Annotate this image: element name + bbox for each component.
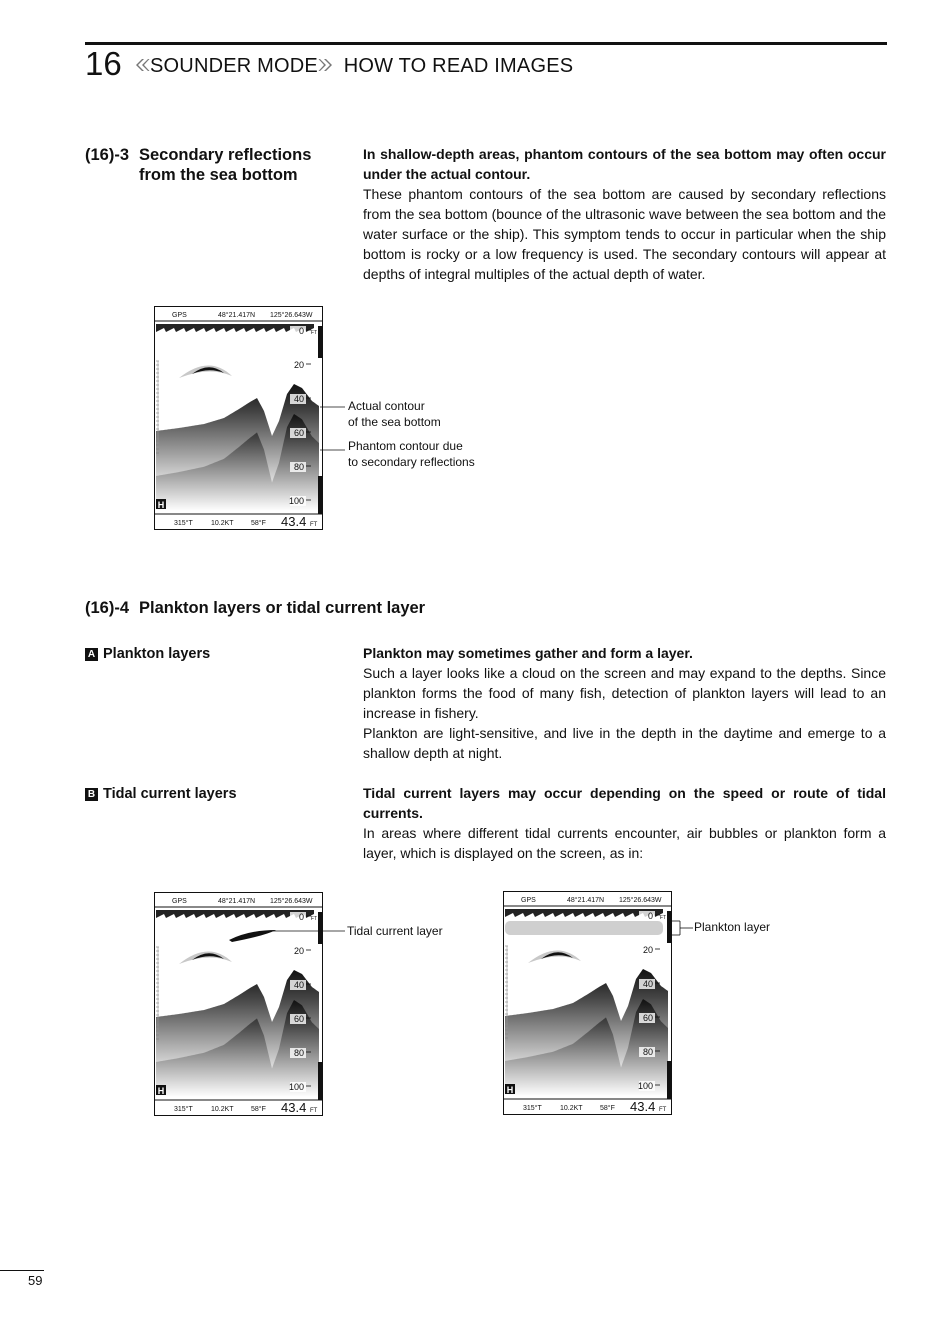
lead-text: In shallow-depth areas, phantom contours of the sea bottom may often occur under the actual contour.: [363, 146, 886, 182]
callout-tidal-layer: Tidal current layer: [347, 924, 443, 938]
depth-value: 43.4: [630, 1099, 656, 1114]
depth-value: 43.4: [281, 1100, 307, 1115]
mode-badge-text: H: [157, 500, 165, 510]
depth-scale-label: 20: [293, 360, 304, 370]
callout-leaders-1: [320, 395, 350, 465]
subheading-text: Tidal current layers: [103, 786, 237, 802]
depth-range-bar: [318, 476, 322, 514]
lead-text: Plankton may sometimes gather and form a layer.: [363, 645, 693, 661]
paragraph: These phantom contours of the sea bottom are caused by secondary reflections from the sea bottom (bounce of the ultrasonic wave between the sea bottom and the water surface or the ship). This symptom tends to occur in particular when the ship bottom is rocky or a low frequency is used. The secondary contours will appear at depths of integral multiples of the actual depth of water.: [363, 186, 886, 282]
speed-value: 10.2KT: [560, 1105, 583, 1112]
page-number: 59: [28, 1273, 43, 1288]
callout-line: to secondary reflections: [348, 454, 475, 469]
depth-scale-label: 100: [288, 1082, 304, 1092]
depth-unit-top: FT: [310, 330, 317, 336]
depth-range-bar: [318, 1062, 322, 1100]
mode-badge-text: H: [506, 1085, 514, 1095]
section-number-16-3: (16)-3: [85, 146, 130, 164]
depth-scale-label: 20: [642, 945, 653, 955]
paragraph: In areas where different tidal currents encounter, air bubbles or plankton form a layer, which is displayed on the screen, as in:: [363, 825, 886, 861]
heading-line: from the sea bottom: [139, 166, 298, 184]
depth-scale-label: 20: [293, 946, 304, 956]
section-body-16-3: [363, 144, 886, 284]
mode-badge-text: H: [157, 1086, 165, 1096]
gps-longitude: 125°26.643W: [619, 897, 662, 904]
temperature-value: 58°F: [251, 1106, 266, 1113]
gps-latitude: 48°21.417N: [567, 897, 605, 904]
plankton-band: [505, 921, 663, 935]
depth-unit: FT: [659, 1107, 667, 1113]
depth-scale-label: 60: [293, 1014, 304, 1024]
depth-scale-label: 80: [642, 1047, 653, 1057]
depth-unit-top: FT: [310, 916, 317, 922]
speed-value: 10.2KT: [211, 1106, 234, 1113]
label-a-badge: A: [85, 648, 98, 661]
callout-phantom-contour: [348, 439, 475, 470]
gps-longitude: 125°26.643W: [270, 898, 313, 905]
callout-actual-contour: [348, 399, 441, 430]
depth-unit: FT: [310, 522, 318, 528]
plankton-body: [363, 643, 886, 763]
depth-scale-label: 100: [288, 496, 304, 506]
depth-scale-label: 0: [298, 912, 304, 922]
depth-scale-label: 80: [293, 1048, 304, 1058]
callout-line: Actual contour: [348, 399, 425, 413]
depth-unit: FT: [310, 1108, 318, 1114]
section-title: HOW TO READ IMAGES: [343, 55, 574, 77]
paragraph: Such a layer looks like a cloud on the screen and may expand to the depths. Since plankton forms the food of many fish, detection of plankton layers will lead to an increase in fishery.: [363, 665, 886, 721]
label-b-badge: B: [85, 788, 98, 801]
depth-scale-label: 60: [293, 428, 304, 438]
heading-value: 315°T: [174, 520, 193, 527]
section-heading-16-4: Plankton layers or tidal current layer: [139, 599, 426, 617]
subheading-text: Plankton layers: [103, 646, 211, 662]
heading-value: 315°T: [174, 1106, 193, 1113]
depth-scale-label: 0: [647, 911, 653, 921]
heading-value: 315°T: [523, 1105, 542, 1112]
depth-value: 43.4: [281, 514, 307, 529]
header-rule: [85, 42, 887, 45]
double-chevron-left-icon: [134, 57, 150, 73]
callout-leader-plankton: [670, 918, 696, 938]
paragraph: Plankton are light-sensitive, and live in the depth in the daytime and emerge to a shallow depth at night.: [363, 725, 886, 761]
temperature-value: 58°F: [600, 1105, 615, 1112]
subheading-plankton: [85, 644, 210, 664]
sounder-screen-figure-1: [154, 306, 324, 536]
depth-scale-label: 100: [637, 1081, 653, 1091]
callout-line: of the sea bottom: [348, 414, 441, 429]
speed-value: 10.2KT: [211, 520, 234, 527]
section-number-16-4: (16)-4: [85, 599, 130, 617]
callout-leader-tidal: [270, 925, 350, 937]
gps-label: GPS: [172, 898, 187, 905]
sounder-screen: [154, 306, 324, 531]
gps-label: GPS: [172, 312, 187, 319]
depth-scale-label: 60: [642, 1013, 653, 1023]
footer-rule: [0, 1270, 44, 1271]
lead-text: Tidal current layers may occur depending on the speed or route of tidal currents.: [363, 785, 886, 821]
section-heading-16-3: [139, 145, 311, 185]
sounder-screen: [503, 891, 673, 1116]
depth-scale-label: 80: [293, 462, 304, 472]
depth-scale-label: 0: [298, 326, 304, 336]
depth-scale-label: 40: [293, 394, 304, 404]
gps-latitude: 48°21.417N: [218, 312, 256, 319]
gps-latitude: 48°21.417N: [218, 898, 256, 905]
depth-range-bar: [318, 326, 322, 358]
callout-plankton-layer: Plankton layer: [694, 920, 771, 934]
heading-line: Secondary reflections: [139, 146, 312, 164]
gps-longitude: 125°26.643W: [270, 312, 313, 319]
sounder-screen-figure-3: [503, 891, 673, 1121]
chapter-title: SOUNDER MODE: [150, 55, 318, 77]
tidal-body: [363, 783, 886, 863]
depth-scale-label: 40: [293, 980, 304, 990]
depth-unit-top: FT: [659, 915, 666, 921]
gps-label: GPS: [521, 897, 536, 904]
depth-range-bar: [667, 1061, 671, 1099]
double-chevron-right-icon: [318, 57, 334, 73]
callout-line: Phantom contour due: [348, 439, 463, 453]
chapter-number: 16: [85, 45, 122, 82]
temperature-value: 58°F: [251, 520, 266, 527]
depth-scale-label: 40: [642, 979, 653, 989]
chapter-heading: [134, 53, 573, 79]
subheading-tidal: [85, 784, 237, 804]
